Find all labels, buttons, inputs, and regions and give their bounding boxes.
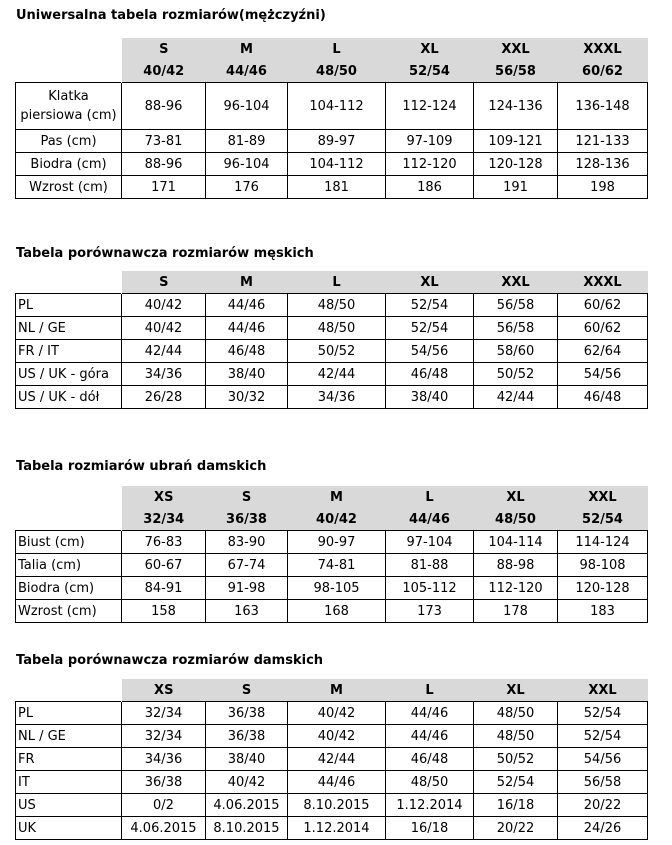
table-cell: 121-133 [558, 130, 648, 153]
row-label: Talia (cm) [16, 554, 122, 577]
table-row [16, 386, 648, 409]
table-cell: 176 [206, 176, 288, 199]
size-header-row [16, 271, 648, 294]
table-cell: 124-136 [474, 83, 558, 130]
table-cell: 56/58 [558, 771, 648, 794]
table-cell: 128-136 [558, 153, 648, 176]
row-label: UK [16, 817, 122, 840]
table-cell: 38/40 [206, 363, 288, 386]
size-header-cell: S [122, 38, 206, 60]
table-row [16, 577, 648, 600]
size-header-cell: XL [474, 486, 558, 508]
row-label: FR [16, 748, 122, 771]
table-cell: 44/46 [386, 702, 474, 725]
table-cell: 36/38 [122, 771, 206, 794]
table-cell: 136-148 [558, 83, 648, 130]
table-row [16, 340, 648, 363]
table-cell: 44/46 [206, 294, 288, 317]
table-row [16, 817, 648, 840]
table-cell: 112-124 [386, 83, 474, 130]
table-cell: 20/22 [558, 794, 648, 817]
eu-size-cell: 52/54 [386, 60, 474, 83]
size-header-cell: M [288, 679, 386, 702]
table-row [16, 130, 648, 153]
table-row [16, 531, 648, 554]
table-cell: 76-83 [122, 531, 206, 554]
row-label: US / UK - dół [16, 386, 122, 409]
size-header-cell: XXL [474, 38, 558, 60]
table-row [16, 83, 648, 130]
table-cell: 67-74 [206, 554, 288, 577]
size-header-cell: XL [386, 38, 474, 60]
table-cell: 36/38 [206, 702, 288, 725]
table-cell: 168 [288, 600, 386, 623]
table-cell: 40/42 [122, 317, 206, 340]
size-header-cell: M [288, 486, 386, 508]
table-cell: 50/52 [474, 748, 558, 771]
table-cell: 158 [122, 600, 206, 623]
table-cell: 48/50 [474, 725, 558, 748]
table-cell: 60/62 [558, 294, 648, 317]
table-cell: 48/50 [474, 702, 558, 725]
table-cell: 50/52 [474, 363, 558, 386]
table-cell: 52/54 [386, 294, 474, 317]
eu-size-row [16, 508, 648, 531]
row-label: Wzrost (cm) [16, 176, 122, 199]
table-cell: 60/62 [558, 317, 648, 340]
table-row [16, 554, 648, 577]
table-cell: 89-97 [288, 130, 386, 153]
eu-size-cell: 44/46 [386, 508, 474, 531]
size-header-cell: XL [474, 679, 558, 702]
size-header-cell: M [206, 271, 288, 294]
size-header-cell: XXXL [558, 38, 648, 60]
row-label: PL [16, 702, 122, 725]
eu-size-cell: 60/62 [558, 60, 648, 83]
eu-size-cell: 48/50 [288, 60, 386, 83]
row-label: FR / IT [16, 340, 122, 363]
table-cell: 42/44 [288, 363, 386, 386]
table-cell: 52/54 [558, 702, 648, 725]
table-cell: 84-91 [122, 577, 206, 600]
table-cell: 173 [386, 600, 474, 623]
row-label: IT [16, 771, 122, 794]
table-cell: 83-90 [206, 531, 288, 554]
size-header-cell: L [386, 679, 474, 702]
table-cell: 44/46 [288, 771, 386, 794]
men-comparison-table [15, 271, 648, 409]
table-cell: 52/54 [558, 725, 648, 748]
size-header-cell: XXXL [558, 271, 648, 294]
table-cell: 181 [288, 176, 386, 199]
size-header-cell: XL [386, 271, 474, 294]
table-cell: 8.10.2015 [206, 817, 288, 840]
women-comparison-table [15, 679, 648, 840]
women-comparison-table-title: Tabela porównawcza rozmiarów damskich [16, 653, 324, 668]
table-row [16, 317, 648, 340]
table-cell: 114-124 [558, 531, 648, 554]
table-cell: 109-121 [474, 130, 558, 153]
size-header-cell: XS [122, 486, 206, 508]
size-header-cell: XXL [474, 271, 558, 294]
header-blank-cell [16, 271, 122, 294]
table-cell: 171 [122, 176, 206, 199]
size-header-cell: M [206, 38, 288, 60]
table-cell: 120-128 [474, 153, 558, 176]
row-label: Biodra (cm) [16, 153, 122, 176]
table-cell: 34/36 [122, 748, 206, 771]
table-row [16, 771, 648, 794]
table-cell: 46/48 [206, 340, 288, 363]
table-cell: 198 [558, 176, 648, 199]
table-cell: 48/50 [288, 317, 386, 340]
table-row [16, 794, 648, 817]
table-cell: 26/28 [122, 386, 206, 409]
size-header-cell: XS [122, 679, 206, 702]
row-label: US [16, 794, 122, 817]
size-header-cell: L [288, 38, 386, 60]
table-cell: 32/34 [122, 702, 206, 725]
women-size-table-title: Tabela rozmiarów ubrań damskich [16, 459, 267, 474]
table-cell: 44/46 [206, 317, 288, 340]
size-header-cell: S [206, 679, 288, 702]
table-cell: 48/50 [288, 294, 386, 317]
table-cell: 32/34 [122, 725, 206, 748]
table-cell: 48/50 [386, 771, 474, 794]
header-blank-cell [16, 508, 122, 531]
table-cell: 36/38 [206, 725, 288, 748]
size-header-cell: XXL [558, 486, 648, 508]
table-cell: 50/52 [288, 340, 386, 363]
table-cell: 98-108 [558, 554, 648, 577]
size-header-cell: L [386, 486, 474, 508]
table-cell: 62/64 [558, 340, 648, 363]
table-cell: 104-112 [288, 153, 386, 176]
table-cell: 56/58 [474, 317, 558, 340]
table-cell: 38/40 [206, 748, 288, 771]
table-cell: 105-112 [386, 577, 474, 600]
table-cell: 56/58 [474, 294, 558, 317]
eu-size-cell: 32/34 [122, 508, 206, 531]
table-cell: 24/26 [558, 817, 648, 840]
table-cell: 0/2 [122, 794, 206, 817]
table-cell: 191 [474, 176, 558, 199]
eu-size-cell: 44/46 [206, 60, 288, 83]
table-row [16, 294, 648, 317]
table-cell: 96-104 [206, 153, 288, 176]
eu-size-row [16, 60, 648, 83]
row-label: Klatka piersiowa (cm) [16, 83, 122, 130]
size-header-cell: S [122, 271, 206, 294]
eu-size-cell: 48/50 [474, 508, 558, 531]
table-cell: 42/44 [288, 748, 386, 771]
table-cell: 104-114 [474, 531, 558, 554]
table-cell: 4.06.2015 [122, 817, 206, 840]
table-cell: 98-105 [288, 577, 386, 600]
row-label: Biodra (cm) [16, 577, 122, 600]
header-blank-cell [16, 486, 122, 508]
table-cell: 40/42 [288, 725, 386, 748]
table-cell: 1.12.2014 [386, 794, 474, 817]
men-size-table-title: Uniwersalna tabela rozmiarów(mężczyźni) [16, 8, 326, 23]
table-cell: 54/56 [558, 363, 648, 386]
table-cell: 81-89 [206, 130, 288, 153]
table-cell: 30/32 [206, 386, 288, 409]
table-row [16, 176, 648, 199]
table-cell: 44/46 [386, 725, 474, 748]
table-row [16, 725, 648, 748]
table-cell: 42/44 [474, 386, 558, 409]
table-cell: 20/22 [474, 817, 558, 840]
row-label: NL / GE [16, 725, 122, 748]
table-cell: 8.10.2015 [288, 794, 386, 817]
table-cell: 97-109 [386, 130, 474, 153]
table-row [16, 748, 648, 771]
table-cell: 104-112 [288, 83, 386, 130]
table-row [16, 702, 648, 725]
table-cell: 186 [386, 176, 474, 199]
table-cell: 88-96 [122, 83, 206, 130]
women-size-table [15, 486, 648, 623]
row-label: Pas (cm) [16, 130, 122, 153]
eu-size-cell: 40/42 [288, 508, 386, 531]
table-cell: 96-104 [206, 83, 288, 130]
table-cell: 60-67 [122, 554, 206, 577]
table-cell: 40/42 [206, 771, 288, 794]
row-label: Wzrost (cm) [16, 600, 122, 623]
table-cell: 90-97 [288, 531, 386, 554]
table-cell: 81-88 [386, 554, 474, 577]
row-label: US / UK - góra [16, 363, 122, 386]
row-label: PL [16, 294, 122, 317]
eu-size-cell: 36/38 [206, 508, 288, 531]
row-label: Biust (cm) [16, 531, 122, 554]
table-cell: 163 [206, 600, 288, 623]
size-header-cell: XXL [558, 679, 648, 702]
size-header-cell: L [288, 271, 386, 294]
size-header-row [16, 38, 648, 60]
table-cell: 88-96 [122, 153, 206, 176]
table-cell: 97-104 [386, 531, 474, 554]
table-cell: 1.12.2014 [288, 817, 386, 840]
eu-size-cell: 56/58 [474, 60, 558, 83]
table-cell: 54/56 [558, 748, 648, 771]
men-size-table [15, 38, 648, 199]
header-blank-cell [16, 679, 122, 702]
table-cell: 16/18 [386, 817, 474, 840]
table-row [16, 153, 648, 176]
size-header-row [16, 679, 648, 702]
row-label: NL / GE [16, 317, 122, 340]
table-cell: 34/36 [122, 363, 206, 386]
header-blank-cell [16, 38, 122, 60]
men-comparison-table-title: Tabela porównawcza rozmiarów męskich [16, 246, 314, 261]
table-cell: 91-98 [206, 577, 288, 600]
table-cell: 52/54 [474, 771, 558, 794]
table-cell: 52/54 [386, 317, 474, 340]
table-cell: 74-81 [288, 554, 386, 577]
table-cell: 120-128 [558, 577, 648, 600]
table-cell: 40/42 [122, 294, 206, 317]
table-cell: 88-98 [474, 554, 558, 577]
table-cell: 112-120 [386, 153, 474, 176]
table-row [16, 600, 648, 623]
table-cell: 46/48 [558, 386, 648, 409]
table-row [16, 363, 648, 386]
table-cell: 58/60 [474, 340, 558, 363]
table-cell: 34/36 [288, 386, 386, 409]
table-cell: 40/42 [288, 702, 386, 725]
table-cell: 42/44 [122, 340, 206, 363]
table-cell: 46/48 [386, 363, 474, 386]
header-blank-cell [16, 60, 122, 83]
table-cell: 183 [558, 600, 648, 623]
eu-size-cell: 52/54 [558, 508, 648, 531]
table-cell: 112-120 [474, 577, 558, 600]
table-cell: 16/18 [474, 794, 558, 817]
size-header-cell: S [206, 486, 288, 508]
size-header-row [16, 486, 648, 508]
eu-size-cell: 40/42 [122, 60, 206, 83]
table-cell: 4.06.2015 [206, 794, 288, 817]
table-cell: 46/48 [386, 748, 474, 771]
table-cell: 73-81 [122, 130, 206, 153]
table-cell: 54/56 [386, 340, 474, 363]
table-cell: 38/40 [386, 386, 474, 409]
table-cell: 178 [474, 600, 558, 623]
